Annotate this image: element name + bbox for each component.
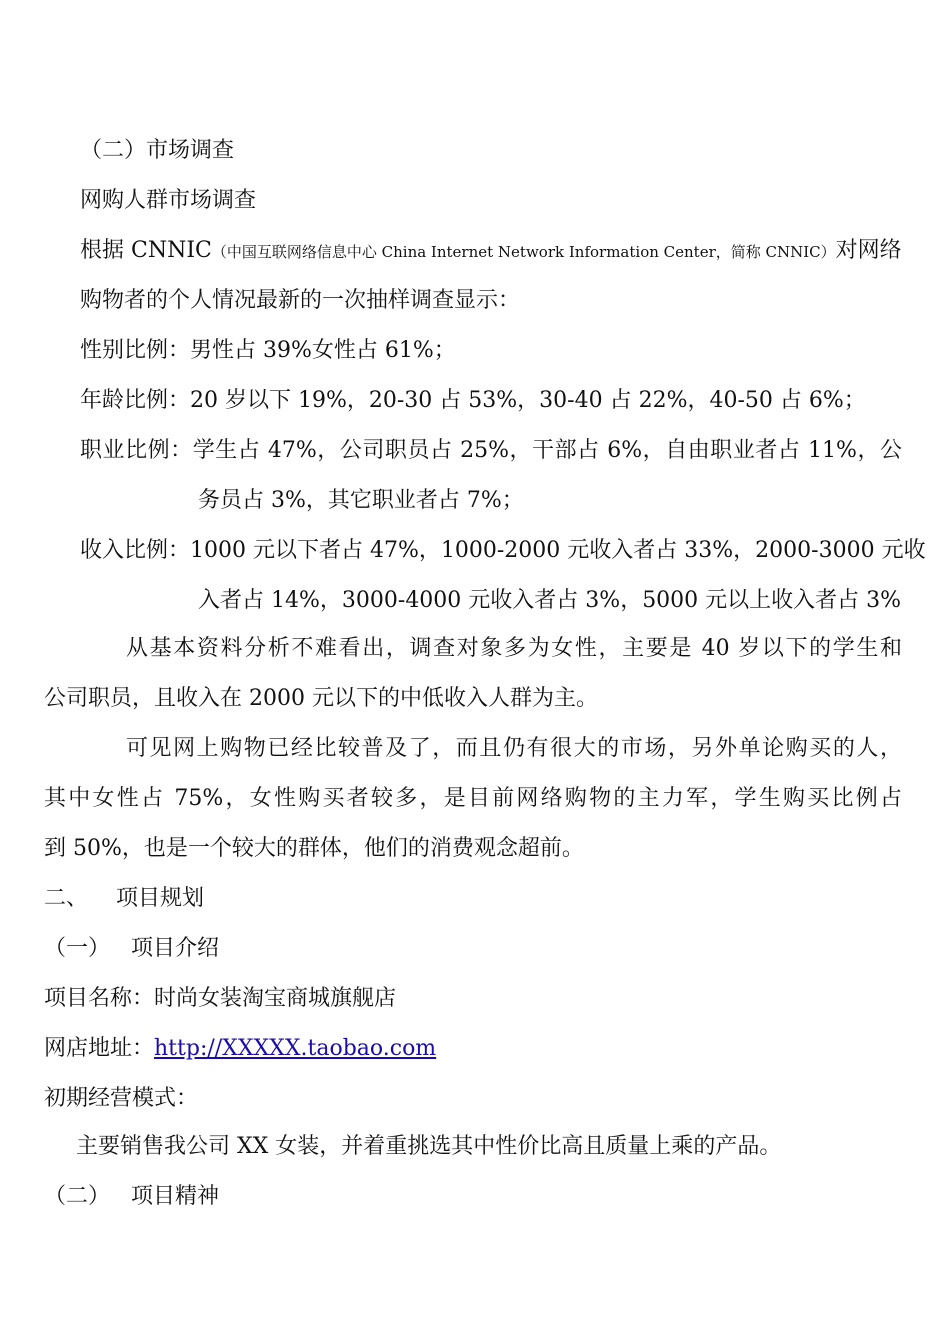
intro-prefix: 根据 CNNIC <box>80 238 212 263</box>
business-mode-text: 主要销售我公司 XX 女装，并着重挑选其中性价比高且质量上乘的产品。 <box>76 1134 782 1159</box>
income-ratio-line2: 入者占 14%，3000-4000 元收入者占 3%，5000 元以上收入者占 3% <box>198 588 902 613</box>
survey-intro-line2: 购物者的个人情况最新的一次抽样调查显示： <box>80 288 521 313</box>
survey-intro-line1 <box>80 236 902 267</box>
subheading-online-shoppers: 网购人群市场调查 <box>80 188 257 213</box>
gender-ratio: 性别比例：男性占 39%女性占 61%； <box>80 338 456 363</box>
conclusion-line1: 可见网上购物已经比较普及了，而且仍有很大的市场，另外单论购买的人， <box>126 736 902 761</box>
business-mode-label: 初期经营模式： <box>44 1086 199 1111</box>
income-ratio-line1: 收入比例：1000 元以下者占 47%，1000-2000 元收入者占 33%，2000-3000 元收 <box>80 538 926 563</box>
occupation-ratio-line1: 职业比例：学生占 47%，公司职员占 25%，干部占 6%，自由职业者占 11%，公 <box>80 438 902 463</box>
analysis-line2: 公司职员，且收入在 2000 元以下的中低收入人群为主。 <box>44 686 598 711</box>
conclusion-line2: 其中女性占 75%，女性购买者较多，是目前网络购物的主力军，学生购买比例占 <box>44 786 902 811</box>
occupation-ratio-line2: 务员占 3%，其它职业者占 7%； <box>198 488 524 513</box>
section-heading-project-plan: 二、 项目规划 <box>44 886 204 911</box>
store-address <box>44 1034 436 1064</box>
project-name: 项目名称：时尚女装淘宝商城旗舰店 <box>44 986 397 1011</box>
intro-parenthetical: （中国互联网络信息中心 China Internet Network Information Center，简称 CNNIC） <box>211 243 836 261</box>
store-address-label: 网店地址： <box>44 1036 155 1061</box>
section-heading-market-survey: （二）市场调查 <box>80 138 235 163</box>
store-url-link[interactable]: http://XXXXX.taobao.com <box>154 1036 437 1061</box>
age-ratio: 年龄比例：20 岁以下 19%，20-30 占 53%，30-40 占 22%，40-50 占 6%； <box>80 388 866 413</box>
intro-suffix: 对网络 <box>835 238 902 263</box>
analysis-line1: 从基本资料分析不难看出，调查对象多为女性，主要是 40 岁以下的学生和 <box>126 636 902 661</box>
conclusion-line3: 到 50%，也是一个较大的群体，他们的消费观念超前。 <box>44 836 584 861</box>
subheading-project-spirit: （二） 项目精神 <box>44 1184 219 1209</box>
subheading-project-intro: （一） 项目介绍 <box>44 936 219 961</box>
